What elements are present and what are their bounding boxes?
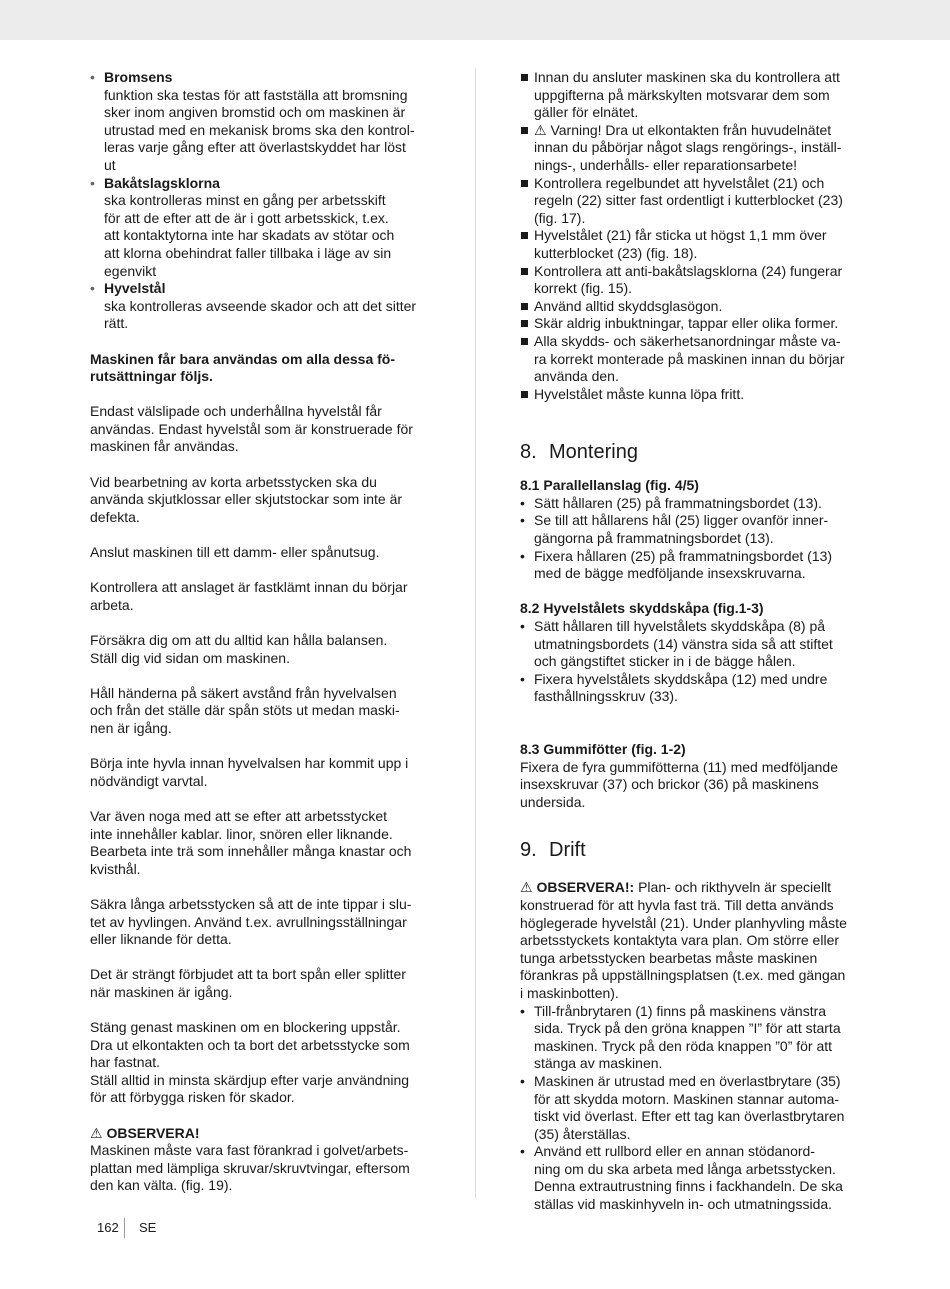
paragraph	[90, 403, 435, 456]
list-item	[520, 386, 865, 404]
text-line: maskinen. Tryck på den röda knappen ”0” för att	[534, 1037, 833, 1054]
list-item	[520, 1073, 865, 1143]
text-line: plattan med lämpliga skruvar/skruvtvingar, eftersom	[90, 1159, 410, 1176]
section-title: Drift	[549, 839, 586, 862]
text-line: Skär aldrig inbuktningar, tappar eller olika former.	[534, 315, 839, 332]
text-line: undersida.	[520, 793, 586, 810]
text-line: för att förbygga risken för skador.	[90, 1089, 295, 1106]
warning-label: ⚠ OBSERVERA!:	[520, 879, 635, 896]
list-item	[90, 280, 435, 333]
check-title: • Bromsens	[104, 69, 173, 85]
right-column	[520, 69, 865, 1214]
check-list	[90, 69, 435, 333]
text-line: rätt.	[104, 315, 129, 332]
text-line: nen är igång.	[90, 719, 172, 736]
text-line: Ställ dig vid sidan om maskinen.	[90, 649, 290, 666]
text-line: använda den.	[534, 368, 619, 385]
text-line: fasthållningsskruv (33).	[534, 688, 678, 705]
text-line: Alla skydds- och säkerhetsanordningar måste va-	[534, 332, 841, 349]
subsection	[520, 600, 865, 706]
section-intro	[520, 879, 865, 1002]
footer-divider	[124, 1218, 125, 1238]
text-line: Ställ alltid in minsta skärdjup efter varje användning	[90, 1071, 410, 1088]
text-line: • Använd ett rullbord eller en annan stödanord-	[534, 1143, 815, 1160]
text-line: defekta.	[90, 508, 140, 525]
text-line: kvisthål.	[90, 860, 141, 877]
list-item	[520, 1003, 865, 1073]
text-line: Var även noga med att se efter att arbetsstycket	[90, 807, 388, 824]
subsection	[520, 741, 865, 811]
list-item	[520, 298, 865, 316]
list-item	[520, 69, 865, 122]
text-line: Vid bearbetning av korta arbetsstycken ska du	[90, 473, 377, 490]
text-line: eller liknande för detta.	[90, 931, 232, 948]
text-line: stänga av maskinen.	[534, 1055, 663, 1072]
list-item	[90, 175, 435, 281]
text-line: ut	[104, 156, 116, 173]
text-line: Hyvelstålet måste kunna löpa fritt.	[534, 385, 745, 402]
text-line: ning om du ska arbeta med långa arbetsstycken.	[534, 1160, 836, 1177]
text-line: • Sätt hållaren (25) på frammatningsbordet (13).	[534, 494, 822, 511]
text-line: • Fixera hållaren (25) på frammatningsbordet (13)	[534, 547, 833, 564]
text-line: för att de efter att de är i gott arbetsskick, t.ex.	[104, 209, 389, 226]
text-line: (35) återställas.	[534, 1125, 631, 1142]
text-line: och från det ställe där spån stöts ut medan maski-	[90, 702, 400, 719]
text-line: • Till-frånbrytaren (1) finns på maskinens vänstra	[534, 1002, 827, 1019]
text-line: ska kontrolleras minst en gång per arbetsskift	[104, 192, 386, 209]
text-line: Anslut maskinen till ett damm- eller spånutsug.	[90, 544, 380, 561]
text-line: sker inom angiven bromstid och om maskinen är	[104, 104, 406, 121]
bold-note	[90, 351, 435, 386]
safety-list	[520, 69, 865, 403]
warning-block	[90, 1125, 435, 1195]
text-line: funktion ska testas för att fastställa att bromsning	[104, 86, 408, 103]
text-line: Hyvelstålet (21) får sticka ut högst 1,1 mm över	[534, 227, 827, 244]
text-line: uppgifterna på märkskylten motsvarar dem som	[534, 86, 830, 103]
text-line: Kontrollera att anti-bakåtslagsklorna (24) fungerar	[534, 262, 843, 279]
list-item	[520, 1143, 865, 1213]
bullet-list	[520, 618, 865, 706]
text-line: har fastnat.	[90, 1054, 161, 1071]
text-line: Kontrollera regelbundet att hyvelstålet (21) och	[534, 174, 825, 191]
text-line: Endast välslipade och underhållna hyvelstål får	[90, 403, 382, 420]
text-line: egenvikt	[104, 262, 157, 279]
text-line: Säkra långa arbetsstycken så att de inte tippar i slu-	[90, 895, 412, 912]
subsection-title: 8.3 Gummifötter (fig. 1-2)	[520, 741, 686, 757]
text-line: använda skjutklossar eller skjutstockar som inte är	[90, 491, 403, 508]
text-line: användas. Endast hyvelstål som är konstruerade för	[90, 420, 413, 437]
check-title: • Hyvelstål	[104, 280, 166, 297]
text-line: tiskt vid överlast. Efter ett tag kan överlastbrytaren	[534, 1108, 845, 1125]
text-line: när maskinen är igång.	[90, 983, 233, 1000]
text-line: (fig. 17).	[534, 209, 586, 226]
list-item	[90, 69, 435, 175]
text-line: • Se till att hållarens hål (25) ligger ovanför inner-	[534, 512, 829, 529]
text-line: nödvändigt varvtal.	[90, 772, 208, 789]
list-item	[520, 175, 865, 228]
paragraph	[90, 896, 435, 949]
page-number: 162	[97, 1220, 119, 1235]
text-line: att klorna obehindrat faller tillbaka i läge av sin	[104, 244, 392, 261]
text-line: inte innehåller kablar. linor, snören eller liknande.	[90, 825, 393, 842]
section-number: 8.	[520, 441, 537, 464]
text-line: utrustad med en mekanisk broms ska den kontrol-	[104, 121, 415, 138]
subsection-title: 8.2 Hyvelstålets skyddskåpa (fig.1-3)	[520, 600, 764, 617]
paragraph	[90, 544, 435, 562]
section-heading	[520, 838, 865, 862]
text-line: leras varje gång efter att överlastskyddet har löst	[104, 139, 406, 156]
paragraph	[90, 632, 435, 667]
text-line: korrekt (fig. 15).	[534, 280, 633, 297]
list-item	[520, 618, 865, 671]
text-line: Använd alltid skyddsglasögon.	[534, 297, 723, 314]
text-line: Bearbeta inte trä som innehåller många knastar och	[90, 843, 412, 860]
text-line: Försäkra dig om att du alltid kan hålla balansen.	[90, 632, 388, 648]
text-line: Börja inte hyvla innan hyvelvalsen har kommit upp i	[90, 755, 409, 772]
paragraph	[90, 579, 435, 614]
text-line: för att skydda motorn. Maskinen stannar automa-	[534, 1090, 840, 1107]
text-line: regeln (22) sitter fast ordentligt i kutterblocket (23)	[534, 192, 843, 209]
text-line: Det är strängt förbjudet att ta bort spån eller splitter	[90, 966, 406, 983]
text-line: Maskinen får bara användas om alla dessa fö-	[90, 350, 396, 367]
column-divider	[475, 68, 476, 1198]
section-title: Montering	[549, 441, 638, 464]
text-line: innan du påbörjar något slags rengörings-, inställ-	[534, 139, 842, 156]
list-item	[520, 548, 865, 583]
text-line: rutsättningar följs.	[90, 368, 213, 385]
text-line: • Fixera hyvelstålets skyddskåpa (12) med undre	[534, 670, 828, 687]
section-heading	[520, 440, 865, 464]
subsection-title: 8.1 Parallellanslag (fig. 4/5)	[520, 477, 699, 494]
text-line: gäller för elnätet.	[534, 104, 639, 121]
bullet-list	[520, 1003, 865, 1214]
text-line: kutterblocket (23) (fig. 18).	[534, 244, 698, 261]
text-line: Innan du ansluter maskinen ska du kontrollera att	[534, 69, 840, 85]
text-line: • Maskinen är utrustad med en överlastbrytare (35)	[534, 1072, 841, 1089]
text-line	[520, 879, 865, 897]
language-code: SE	[139, 1220, 157, 1235]
text-line: med de bägge medföljande insexskruvarna.	[534, 565, 806, 582]
list-item	[520, 122, 865, 175]
list-item	[520, 315, 865, 333]
text-line: ställas vid maskinhyveln in- och utmatningssida.	[534, 1196, 833, 1213]
text-line: Dra ut elkontakten och ta bort det arbetsstycke som	[90, 1036, 410, 1053]
text-line: ska kontrolleras avseende skador och att det sitter	[104, 297, 417, 314]
list-item	[520, 512, 865, 547]
text-line: att kontaktytorna inte har skadats av stötar och	[104, 227, 395, 244]
list-item	[520, 263, 865, 298]
text-line: tet av hyvlingen. Använd t.ex. avrullningsställningar	[90, 913, 407, 930]
list-item	[520, 227, 865, 262]
list-item	[520, 671, 865, 706]
text-line: arbetsstyckets kontaktyta vara plan. Om större eller	[520, 932, 840, 949]
text-line: Håll händerna på säkert avstånd från hyvelvalsen	[90, 684, 397, 701]
text-line: ⚠ Varning! Dra ut elkontakten från huvudelnätet	[534, 121, 832, 138]
text-line: utmatningsbordets (14) vänstra sida så att stiftet	[534, 635, 833, 652]
paragraph	[90, 808, 435, 878]
text-line: sida. Tryck på den gröna knappen ”I” för att starta	[534, 1020, 841, 1037]
text-line: i maskinbotten).	[520, 984, 619, 1001]
text-line: Stäng genast maskinen om en blockering uppstår.	[90, 1019, 401, 1036]
text-line: Kontrollera att anslaget är fastklämt innan du börjar	[90, 579, 408, 596]
text-line: och gängstiftet sticker in i de bägge hålen.	[534, 653, 796, 670]
text-line: konstruerad för att hyvla fast trä. Till detta används	[520, 896, 834, 913]
list-item	[520, 495, 865, 513]
bullet-list	[520, 495, 865, 583]
text-line: Fixera de fyra gummifötterna (11) med medföljande	[520, 758, 838, 775]
text-line: tunga arbetsstycken bearbetas måste maskinen	[520, 949, 818, 966]
text-line: höglegerade hyvelstål (21). Under planhyvling måste	[520, 914, 847, 931]
left-column	[90, 69, 435, 1195]
text-line: arbeta.	[90, 596, 134, 613]
section-number: 9.	[520, 839, 537, 862]
text-line: nings-, underhålls- eller reparationsarbete!	[534, 156, 798, 173]
check-title: • Bakåtslagsklorna	[104, 174, 220, 191]
paragraph	[90, 755, 435, 790]
text-line: Denna extrautrustning finns i fackhandeln. De ska	[534, 1178, 843, 1195]
paragraph	[90, 474, 435, 527]
top-bar	[0, 0, 950, 40]
subsection	[520, 477, 865, 583]
text-line: maskinen får användas.	[90, 438, 239, 455]
text-span: Plan- och rikthyveln är speciellt	[634, 879, 832, 896]
text-line: den kan välta. (fig. 19).	[90, 1177, 233, 1194]
text-line: förankras på uppställningsplatsen (t.ex. med gängan	[520, 967, 846, 984]
warning-title: ⚠ OBSERVERA!	[90, 1124, 200, 1141]
text-line: insexskruvar (37) och brickor (36) på maskinens	[520, 776, 819, 793]
paragraph	[90, 685, 435, 738]
text-line: Maskinen måste vara fast förankrad i golvet/arbets-	[90, 1142, 409, 1159]
text-line: ra korrekt monterade på maskinen innan du börjar	[534, 350, 845, 367]
list-item	[520, 333, 865, 386]
paragraph	[90, 966, 435, 1001]
text-line: • Sätt hållaren till hyvelstålets skyddskåpa (8) på	[534, 618, 826, 635]
text-line: gängorna på frammatningsbordet (13).	[534, 530, 774, 547]
paragraph	[90, 1019, 435, 1107]
